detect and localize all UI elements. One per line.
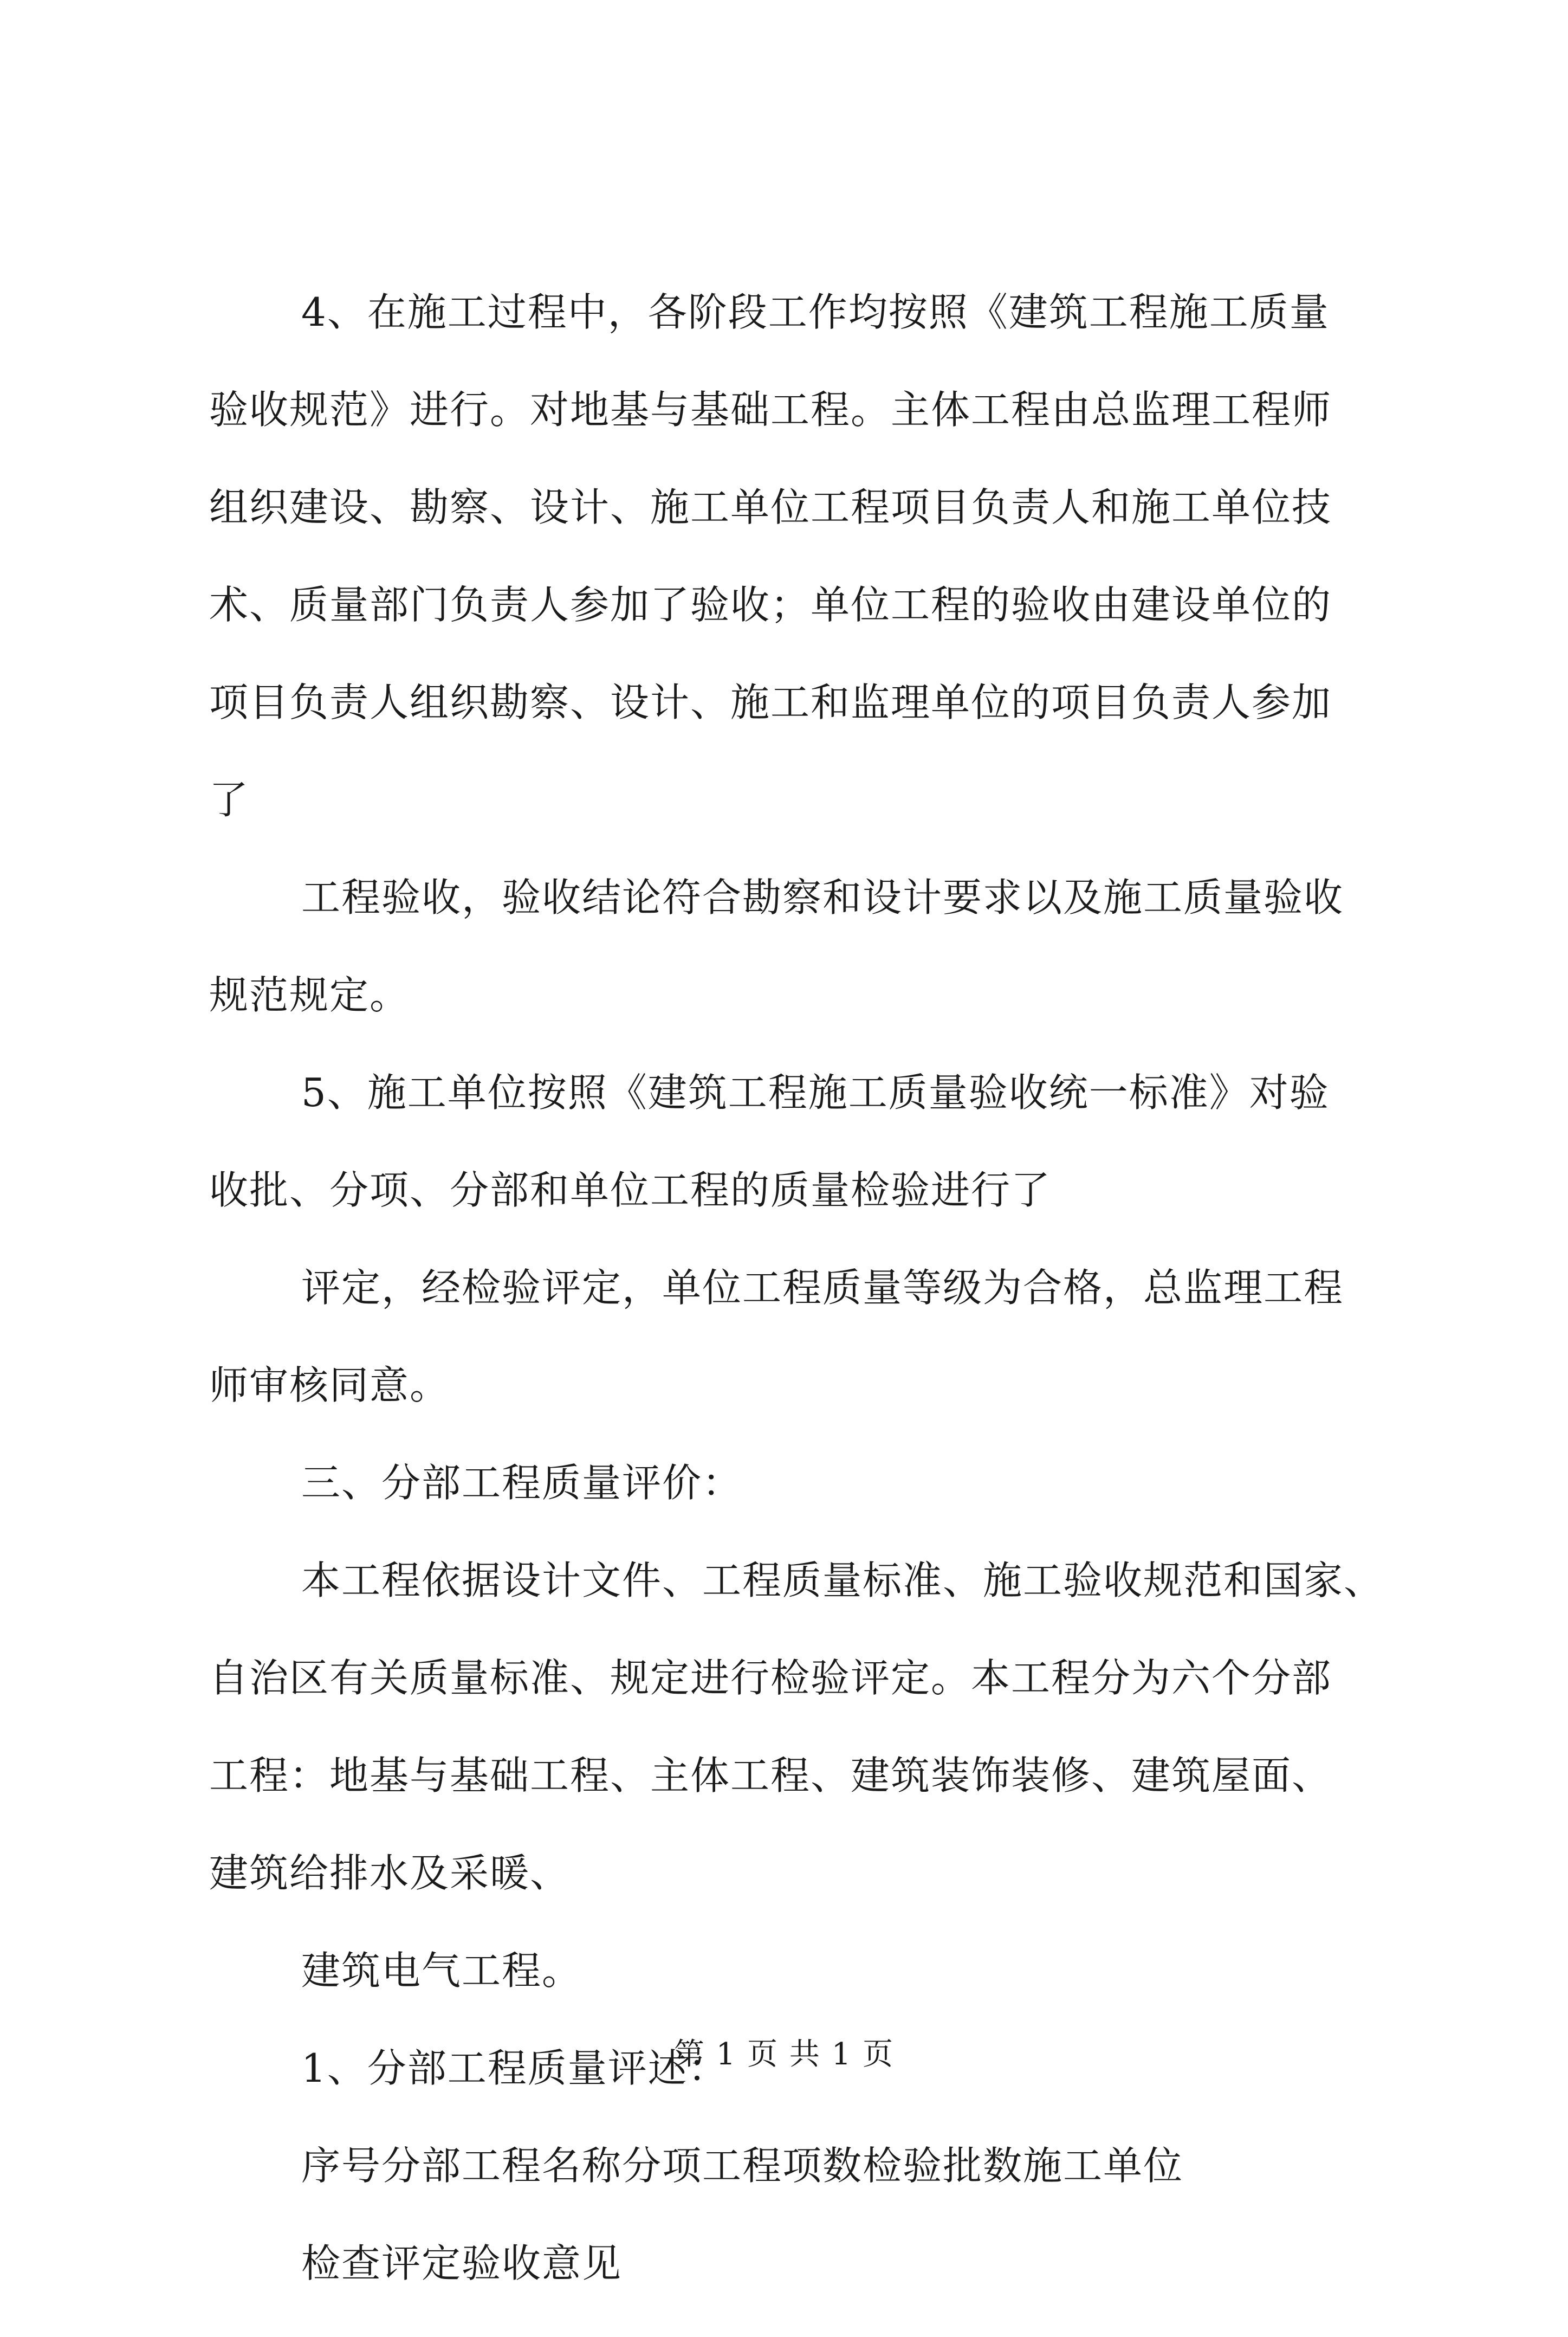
paragraph-line: 5、施工单位按照《建筑工程施工质量验收统一标准》对验 bbox=[301, 1070, 1330, 1115]
subsection-heading: 1、分部工程质量评述： bbox=[301, 2045, 728, 2091]
paragraph-line: 本工程依据设计文件、工程质量标准、施工验收规范和国家、 bbox=[301, 1558, 1384, 1603]
paragraph-line: 建筑给排水及采暖、 bbox=[209, 1850, 571, 1896]
paragraph-line: 项目负责人组织勘察、设计、施工和监理单位的项目负责人参加 bbox=[209, 680, 1332, 725]
paragraph-line: 收批、分项、分部和单位工程的质量检验进行了 bbox=[209, 1167, 1052, 1213]
paragraph-line: 工程验收，验收结论符合勘察和设计要求以及施工质量验收 bbox=[301, 875, 1344, 920]
page-number-footer: 第 1 页 共 1 页 bbox=[673, 2037, 895, 2072]
paragraph-line: 了 bbox=[209, 777, 250, 823]
paragraph-line: 术、质量部门负责人参加了验收；单位工程的验收由建设单位的 bbox=[209, 582, 1332, 628]
section-heading: 三、分部工程质量评价： bbox=[301, 1460, 743, 1506]
paragraph-line: 评定，经检验评定，单位工程质量等级为合格，总监理工程 bbox=[301, 1265, 1344, 1310]
paragraph-line: 工程：地基与基础工程、主体工程、建筑装饰装修、建筑屋面、 bbox=[209, 1753, 1332, 1798]
paragraph-line: 验收规范》进行。对地基与基础工程。主体工程由总监理工程师 bbox=[209, 387, 1332, 432]
document-body bbox=[209, 288, 1384, 2337]
table-header-line: 检查评定验收意见 bbox=[301, 2241, 623, 2286]
paragraph-line: 建筑电气工程。 bbox=[301, 1948, 582, 1993]
paragraph-line: 组织建设、勘察、设计、施工单位工程项目负责人和施工单位技 bbox=[209, 485, 1332, 530]
paragraph-line: 4、在施工过程中，各阶段工作均按照《建筑工程施工质量 bbox=[301, 289, 1330, 335]
paragraph-line: 规范规定。 bbox=[209, 972, 410, 1018]
paragraph-line: 自治区有关质量标准、规定进行检验评定。本工程分为六个分部 bbox=[209, 1655, 1332, 1701]
paragraph-line: 师审核同意。 bbox=[209, 1363, 450, 1408]
table-header-line: 序号分部工程名称分项工程项数检验批数施工单位 bbox=[301, 2143, 1184, 2188]
